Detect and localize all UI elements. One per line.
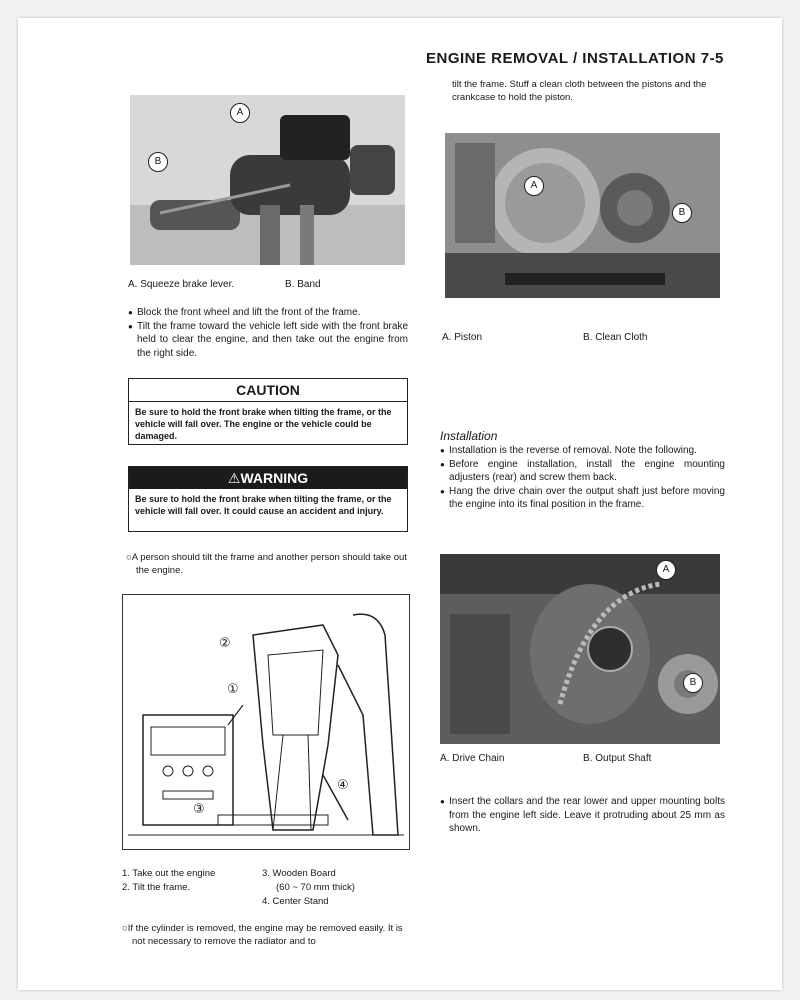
legend-item-3: 3. Wooden Board	[262, 868, 336, 879]
diagram-label-4: ④	[337, 777, 349, 792]
legend-item-3-detail: (60 ~ 70 mm thick)	[276, 882, 355, 893]
warning-header	[129, 467, 407, 489]
list-item: ● Insert the collars and the rear lower and upper mounting bolts from the engine left side. Leave it protruding about 25 mm as shown.	[440, 795, 725, 836]
warning-body: Be sure to hold the front brake when tilting the frame, or the vehicle will fall over. It could cause an accident and injury.	[135, 494, 392, 516]
photo2-caption-a: A. Piston	[442, 332, 483, 343]
page-header: ENGINE REMOVAL / INSTALLATION 7-5	[426, 50, 724, 67]
callout-a: A	[656, 560, 676, 580]
note-circle-icon: ○	[126, 552, 132, 563]
note-circle-icon: ○	[122, 923, 128, 934]
warning-triangle-icon: ⚠	[227, 470, 241, 486]
caution-body: Be sure to hold the front brake when tilting the frame, or the vehicle will fall over. The engine or the vehicle could be damaged.	[135, 407, 392, 441]
list-item: ● Before engine installation, install the engine mounting adjusters (rear) and screw them back.	[440, 458, 725, 485]
photo1-caption-b: B. Band	[285, 279, 321, 290]
removal-diagram	[122, 594, 410, 850]
caution-title: CAUTION	[129, 379, 407, 402]
diagram-label-2: ②	[219, 635, 231, 650]
legend-item-4: 4. Center Stand	[262, 896, 329, 907]
legend-item-1: 1. Take out the engine	[122, 868, 216, 879]
note-cylinder: ○If the cylinder is removed, the engine may be removed easily. It is not necessary to remove the radiator and to	[122, 923, 403, 947]
photo3-caption-b: B. Output Shaft	[583, 753, 652, 764]
removal-steps-list	[128, 306, 408, 360]
intro-text: tilt the frame. Stuff a clean cloth between the pistons and the crankcase to hold the piston.	[452, 79, 707, 103]
warning-box	[128, 466, 408, 532]
photo2-caption-b: B. Clean Cloth	[583, 332, 648, 343]
diagram-label-1: ①	[227, 681, 239, 696]
list-item: ● Tilt the frame toward the vehicle left side with the front brake held to clear the engine, and then take out the engine from the right side.	[128, 320, 408, 361]
photo-drive-chain	[440, 554, 720, 744]
callout-a: A	[230, 103, 250, 123]
callout-b: B	[672, 203, 692, 223]
photo3-caption-a: A. Drive Chain	[440, 753, 505, 764]
caution-box	[128, 378, 408, 445]
installation-heading: Installation	[440, 429, 498, 443]
list-item: ● Installation is the reverse of removal. Note the following.	[440, 444, 725, 458]
callout-a: A	[524, 176, 544, 196]
list-item: ● Block the front wheel and lift the front of the frame.	[128, 306, 408, 320]
note-two-persons: ○A person should tilt the frame and another person should take out the engine.	[126, 552, 407, 576]
mounting-steps-list	[440, 795, 725, 836]
installation-steps-list	[440, 444, 725, 512]
list-item: ● Hang the drive chain over the output shaft just before moving the engine into its final position in the frame.	[440, 485, 725, 512]
legend-item-2: 2. Tilt the frame.	[122, 882, 191, 893]
callout-b: B	[683, 673, 703, 693]
photo1-caption-a: A. Squeeze brake lever.	[128, 279, 235, 290]
photo-brake-lever	[130, 95, 405, 265]
warning-title: WARNING	[240, 470, 309, 486]
callout-b: B	[148, 152, 168, 172]
diagram-label-3: ③	[193, 801, 205, 816]
